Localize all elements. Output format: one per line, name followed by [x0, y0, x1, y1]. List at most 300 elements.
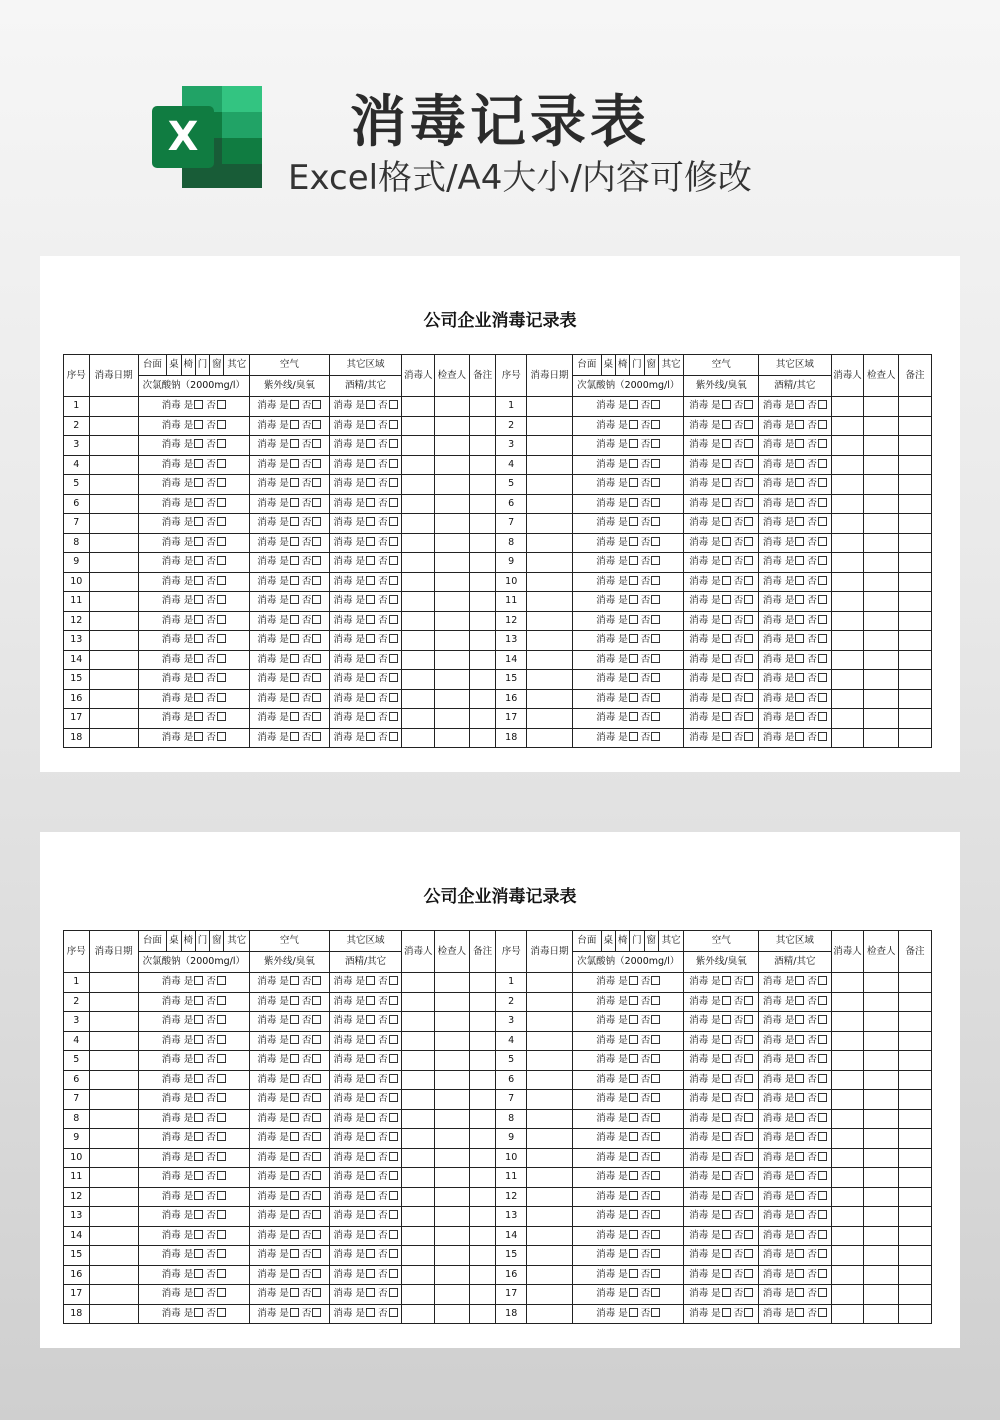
objects-check-cell[interactable] — [573, 1226, 684, 1246]
no-checkbox[interactable] — [651, 459, 660, 468]
other-area-check-cell[interactable] — [759, 1148, 832, 1168]
yes-checkbox[interactable] — [366, 673, 375, 682]
no-checkbox[interactable] — [651, 1269, 660, 1278]
yes-checkbox[interactable] — [722, 1288, 731, 1297]
objects-check-cell[interactable] — [138, 1265, 249, 1285]
date-cell[interactable] — [89, 416, 138, 436]
disinfector-cell[interactable] — [831, 670, 864, 690]
no-checkbox[interactable] — [389, 537, 398, 546]
objects-check-cell[interactable] — [138, 1207, 249, 1227]
yes-checkbox[interactable] — [194, 478, 203, 487]
yes-checkbox[interactable] — [290, 615, 299, 624]
yes-checkbox[interactable] — [629, 498, 638, 507]
inspector-cell[interactable] — [864, 592, 899, 612]
no-checkbox[interactable] — [389, 1269, 398, 1278]
air-check-cell[interactable] — [684, 689, 759, 709]
yes-checkbox[interactable] — [722, 654, 731, 663]
other-area-check-cell[interactable] — [329, 1168, 402, 1188]
date-cell[interactable] — [89, 631, 138, 651]
note-cell[interactable] — [899, 1187, 932, 1207]
no-checkbox[interactable] — [312, 576, 321, 585]
disinfector-cell[interactable] — [402, 1304, 435, 1324]
air-check-cell[interactable] — [250, 1304, 330, 1324]
inspector-cell[interactable] — [435, 1148, 470, 1168]
date-cell[interactable] — [527, 611, 573, 631]
yes-checkbox[interactable] — [722, 478, 731, 487]
other-area-check-cell[interactable] — [329, 709, 402, 729]
yes-checkbox[interactable] — [366, 615, 375, 624]
no-checkbox[interactable] — [389, 1074, 398, 1083]
other-area-check-cell[interactable] — [759, 1012, 832, 1032]
no-checkbox[interactable] — [389, 595, 398, 604]
no-checkbox[interactable] — [818, 1093, 827, 1102]
note-cell[interactable] — [469, 1031, 496, 1051]
yes-checkbox[interactable] — [194, 1288, 203, 1297]
disinfector-cell[interactable] — [402, 1129, 435, 1149]
air-check-cell[interactable] — [250, 592, 330, 612]
inspector-cell[interactable] — [435, 572, 470, 592]
date-cell[interactable] — [89, 514, 138, 534]
other-area-check-cell[interactable] — [759, 514, 832, 534]
inspector-cell[interactable] — [864, 1285, 899, 1305]
disinfector-cell[interactable] — [831, 992, 864, 1012]
other-area-check-cell[interactable] — [759, 1109, 832, 1129]
no-checkbox[interactable] — [312, 996, 321, 1005]
other-area-check-cell[interactable] — [759, 475, 832, 495]
note-cell[interactable] — [469, 1265, 496, 1285]
disinfector-cell[interactable] — [831, 1012, 864, 1032]
disinfector-cell[interactable] — [402, 1168, 435, 1188]
no-checkbox[interactable] — [818, 1035, 827, 1044]
no-checkbox[interactable] — [312, 1093, 321, 1102]
date-cell[interactable] — [89, 1246, 138, 1266]
yes-checkbox[interactable] — [722, 1191, 731, 1200]
no-checkbox[interactable] — [651, 634, 660, 643]
objects-check-cell[interactable] — [138, 1109, 249, 1129]
yes-checkbox[interactable] — [194, 732, 203, 741]
yes-checkbox[interactable] — [290, 1093, 299, 1102]
objects-check-cell[interactable] — [573, 611, 684, 631]
no-checkbox[interactable] — [312, 976, 321, 985]
disinfector-cell[interactable] — [402, 1012, 435, 1032]
no-checkbox[interactable] — [217, 1171, 226, 1180]
no-checkbox[interactable] — [744, 732, 753, 741]
other-area-check-cell[interactable] — [329, 397, 402, 417]
yes-checkbox[interactable] — [629, 478, 638, 487]
objects-check-cell[interactable] — [138, 670, 249, 690]
objects-check-cell[interactable] — [138, 1090, 249, 1110]
disinfector-cell[interactable] — [831, 1031, 864, 1051]
other-area-check-cell[interactable] — [759, 1051, 832, 1071]
no-checkbox[interactable] — [217, 615, 226, 624]
yes-checkbox[interactable] — [366, 537, 375, 546]
yes-checkbox[interactable] — [795, 1074, 804, 1083]
date-cell[interactable] — [89, 1070, 138, 1090]
yes-checkbox[interactable] — [629, 634, 638, 643]
disinfector-cell[interactable] — [402, 1090, 435, 1110]
inspector-cell[interactable] — [864, 1031, 899, 1051]
inspector-cell[interactable] — [864, 611, 899, 631]
no-checkbox[interactable] — [389, 732, 398, 741]
no-checkbox[interactable] — [217, 673, 226, 682]
no-checkbox[interactable] — [312, 634, 321, 643]
inspector-cell[interactable] — [435, 592, 470, 612]
inspector-cell[interactable] — [864, 1265, 899, 1285]
no-checkbox[interactable] — [744, 439, 753, 448]
no-checkbox[interactable] — [312, 1230, 321, 1239]
no-checkbox[interactable] — [312, 654, 321, 663]
yes-checkbox[interactable] — [290, 996, 299, 1005]
yes-checkbox[interactable] — [290, 517, 299, 526]
no-checkbox[interactable] — [389, 996, 398, 1005]
no-checkbox[interactable] — [217, 1210, 226, 1219]
other-area-check-cell[interactable] — [759, 533, 832, 553]
yes-checkbox[interactable] — [722, 1035, 731, 1044]
objects-check-cell[interactable] — [138, 1012, 249, 1032]
disinfector-cell[interactable] — [402, 1207, 435, 1227]
yes-checkbox[interactable] — [629, 556, 638, 565]
yes-checkbox[interactable] — [290, 1269, 299, 1278]
no-checkbox[interactable] — [217, 1054, 226, 1063]
no-checkbox[interactable] — [744, 712, 753, 721]
date-cell[interactable] — [527, 1129, 573, 1149]
objects-check-cell[interactable] — [138, 572, 249, 592]
no-checkbox[interactable] — [651, 576, 660, 585]
no-checkbox[interactable] — [744, 459, 753, 468]
note-cell[interactable] — [899, 572, 932, 592]
yes-checkbox[interactable] — [194, 673, 203, 682]
yes-checkbox[interactable] — [290, 1132, 299, 1141]
date-cell[interactable] — [527, 1207, 573, 1227]
date-cell[interactable] — [89, 611, 138, 631]
note-cell[interactable] — [899, 1304, 932, 1324]
yes-checkbox[interactable] — [795, 976, 804, 985]
objects-check-cell[interactable] — [138, 1246, 249, 1266]
objects-check-cell[interactable] — [573, 709, 684, 729]
air-check-cell[interactable] — [684, 1265, 759, 1285]
disinfector-cell[interactable] — [402, 455, 435, 475]
no-checkbox[interactable] — [744, 1152, 753, 1161]
disinfector-cell[interactable] — [831, 1226, 864, 1246]
inspector-cell[interactable] — [864, 1129, 899, 1149]
yes-checkbox[interactable] — [290, 732, 299, 741]
yes-checkbox[interactable] — [722, 1152, 731, 1161]
air-check-cell[interactable] — [250, 1207, 330, 1227]
date-cell[interactable] — [89, 650, 138, 670]
yes-checkbox[interactable] — [629, 1191, 638, 1200]
no-checkbox[interactable] — [312, 1035, 321, 1044]
yes-checkbox[interactable] — [366, 1054, 375, 1063]
disinfector-cell[interactable] — [402, 1226, 435, 1246]
disinfector-cell[interactable] — [402, 592, 435, 612]
yes-checkbox[interactable] — [795, 478, 804, 487]
no-checkbox[interactable] — [217, 634, 226, 643]
air-check-cell[interactable] — [684, 611, 759, 631]
no-checkbox[interactable] — [312, 517, 321, 526]
disinfector-cell[interactable] — [402, 514, 435, 534]
note-cell[interactable] — [899, 1265, 932, 1285]
yes-checkbox[interactable] — [290, 595, 299, 604]
yes-checkbox[interactable] — [290, 1288, 299, 1297]
other-area-check-cell[interactable] — [329, 553, 402, 573]
inspector-cell[interactable] — [864, 689, 899, 709]
yes-checkbox[interactable] — [194, 595, 203, 604]
no-checkbox[interactable] — [312, 1074, 321, 1083]
no-checkbox[interactable] — [818, 673, 827, 682]
objects-check-cell[interactable] — [138, 709, 249, 729]
no-checkbox[interactable] — [818, 1308, 827, 1317]
air-check-cell[interactable] — [250, 1148, 330, 1168]
no-checkbox[interactable] — [818, 1171, 827, 1180]
no-checkbox[interactable] — [818, 976, 827, 985]
inspector-cell[interactable] — [864, 514, 899, 534]
no-checkbox[interactable] — [312, 1171, 321, 1180]
disinfector-cell[interactable] — [402, 397, 435, 417]
yes-checkbox[interactable] — [795, 576, 804, 585]
disinfector-cell[interactable] — [831, 416, 864, 436]
disinfector-cell[interactable] — [831, 1168, 864, 1188]
no-checkbox[interactable] — [744, 1113, 753, 1122]
yes-checkbox[interactable] — [290, 1308, 299, 1317]
date-cell[interactable] — [527, 973, 573, 993]
yes-checkbox[interactable] — [290, 537, 299, 546]
air-check-cell[interactable] — [250, 1265, 330, 1285]
yes-checkbox[interactable] — [194, 1210, 203, 1219]
yes-checkbox[interactable] — [290, 1152, 299, 1161]
other-area-check-cell[interactable] — [759, 631, 832, 651]
date-cell[interactable] — [527, 992, 573, 1012]
air-check-cell[interactable] — [250, 611, 330, 631]
other-area-check-cell[interactable] — [759, 1031, 832, 1051]
yes-checkbox[interactable] — [795, 1269, 804, 1278]
yes-checkbox[interactable] — [366, 1269, 375, 1278]
disinfector-cell[interactable] — [402, 1148, 435, 1168]
no-checkbox[interactable] — [217, 1191, 226, 1200]
note-cell[interactable] — [899, 475, 932, 495]
other-area-check-cell[interactable] — [329, 475, 402, 495]
note-cell[interactable] — [469, 436, 496, 456]
yes-checkbox[interactable] — [629, 1015, 638, 1024]
yes-checkbox[interactable] — [366, 654, 375, 663]
no-checkbox[interactable] — [651, 537, 660, 546]
other-area-check-cell[interactable] — [759, 1070, 832, 1090]
yes-checkbox[interactable] — [722, 537, 731, 546]
yes-checkbox[interactable] — [290, 1113, 299, 1122]
no-checkbox[interactable] — [389, 712, 398, 721]
yes-checkbox[interactable] — [366, 976, 375, 985]
no-checkbox[interactable] — [651, 1015, 660, 1024]
no-checkbox[interactable] — [217, 732, 226, 741]
no-checkbox[interactable] — [389, 1093, 398, 1102]
no-checkbox[interactable] — [744, 1288, 753, 1297]
air-check-cell[interactable] — [684, 1129, 759, 1149]
disinfector-cell[interactable] — [402, 553, 435, 573]
objects-check-cell[interactable] — [138, 1187, 249, 1207]
no-checkbox[interactable] — [217, 1113, 226, 1122]
no-checkbox[interactable] — [651, 615, 660, 624]
no-checkbox[interactable] — [744, 420, 753, 429]
no-checkbox[interactable] — [818, 1210, 827, 1219]
note-cell[interactable] — [469, 1207, 496, 1227]
yes-checkbox[interactable] — [795, 654, 804, 663]
yes-checkbox[interactable] — [366, 556, 375, 565]
disinfector-cell[interactable] — [831, 1265, 864, 1285]
yes-checkbox[interactable] — [194, 439, 203, 448]
air-check-cell[interactable] — [250, 553, 330, 573]
yes-checkbox[interactable] — [366, 1132, 375, 1141]
no-checkbox[interactable] — [312, 400, 321, 409]
date-cell[interactable] — [527, 1265, 573, 1285]
yes-checkbox[interactable] — [795, 1093, 804, 1102]
inspector-cell[interactable] — [435, 1031, 470, 1051]
inspector-cell[interactable] — [864, 1012, 899, 1032]
inspector-cell[interactable] — [435, 1187, 470, 1207]
other-area-check-cell[interactable] — [329, 1265, 402, 1285]
date-cell[interactable] — [527, 670, 573, 690]
air-check-cell[interactable] — [684, 992, 759, 1012]
yes-checkbox[interactable] — [795, 1035, 804, 1044]
objects-check-cell[interactable] — [138, 416, 249, 436]
no-checkbox[interactable] — [217, 654, 226, 663]
yes-checkbox[interactable] — [795, 439, 804, 448]
yes-checkbox[interactable] — [366, 439, 375, 448]
objects-check-cell[interactable] — [138, 728, 249, 748]
yes-checkbox[interactable] — [290, 976, 299, 985]
objects-check-cell[interactable] — [138, 689, 249, 709]
yes-checkbox[interactable] — [722, 595, 731, 604]
yes-checkbox[interactable] — [629, 1093, 638, 1102]
yes-checkbox[interactable] — [194, 1249, 203, 1258]
no-checkbox[interactable] — [389, 400, 398, 409]
yes-checkbox[interactable] — [366, 1210, 375, 1219]
no-checkbox[interactable] — [651, 1249, 660, 1258]
no-checkbox[interactable] — [818, 400, 827, 409]
yes-checkbox[interactable] — [366, 634, 375, 643]
disinfector-cell[interactable] — [402, 670, 435, 690]
no-checkbox[interactable] — [651, 498, 660, 507]
inspector-cell[interactable] — [864, 1109, 899, 1129]
no-checkbox[interactable] — [651, 996, 660, 1005]
yes-checkbox[interactable] — [290, 1074, 299, 1083]
objects-check-cell[interactable] — [138, 650, 249, 670]
yes-checkbox[interactable] — [795, 1171, 804, 1180]
other-area-check-cell[interactable] — [759, 689, 832, 709]
no-checkbox[interactable] — [312, 595, 321, 604]
yes-checkbox[interactable] — [366, 996, 375, 1005]
no-checkbox[interactable] — [818, 517, 827, 526]
disinfector-cell[interactable] — [831, 553, 864, 573]
objects-check-cell[interactable] — [573, 1285, 684, 1305]
yes-checkbox[interactable] — [722, 459, 731, 468]
no-checkbox[interactable] — [744, 576, 753, 585]
no-checkbox[interactable] — [312, 1132, 321, 1141]
inspector-cell[interactable] — [435, 1051, 470, 1071]
disinfector-cell[interactable] — [831, 1246, 864, 1266]
yes-checkbox[interactable] — [629, 1113, 638, 1122]
yes-checkbox[interactable] — [629, 595, 638, 604]
inspector-cell[interactable] — [435, 1304, 470, 1324]
objects-check-cell[interactable] — [573, 1148, 684, 1168]
yes-checkbox[interactable] — [366, 1015, 375, 1024]
no-checkbox[interactable] — [312, 1015, 321, 1024]
no-checkbox[interactable] — [744, 634, 753, 643]
air-check-cell[interactable] — [684, 416, 759, 436]
no-checkbox[interactable] — [217, 1308, 226, 1317]
yes-checkbox[interactable] — [722, 1230, 731, 1239]
yes-checkbox[interactable] — [795, 595, 804, 604]
yes-checkbox[interactable] — [366, 1035, 375, 1044]
disinfector-cell[interactable] — [831, 1051, 864, 1071]
date-cell[interactable] — [89, 709, 138, 729]
air-check-cell[interactable] — [250, 1090, 330, 1110]
other-area-check-cell[interactable] — [759, 592, 832, 612]
note-cell[interactable] — [899, 992, 932, 1012]
yes-checkbox[interactable] — [290, 1210, 299, 1219]
no-checkbox[interactable] — [389, 1054, 398, 1063]
yes-checkbox[interactable] — [795, 420, 804, 429]
date-cell[interactable] — [527, 533, 573, 553]
yes-checkbox[interactable] — [366, 459, 375, 468]
disinfector-cell[interactable] — [402, 689, 435, 709]
other-area-check-cell[interactable] — [329, 572, 402, 592]
inspector-cell[interactable] — [435, 973, 470, 993]
inspector-cell[interactable] — [864, 1090, 899, 1110]
other-area-check-cell[interactable] — [329, 992, 402, 1012]
other-area-check-cell[interactable] — [329, 494, 402, 514]
no-checkbox[interactable] — [217, 1288, 226, 1297]
other-area-check-cell[interactable] — [329, 436, 402, 456]
disinfector-cell[interactable] — [831, 631, 864, 651]
yes-checkbox[interactable] — [290, 1015, 299, 1024]
air-check-cell[interactable] — [684, 1148, 759, 1168]
no-checkbox[interactable] — [651, 1288, 660, 1297]
no-checkbox[interactable] — [744, 1093, 753, 1102]
yes-checkbox[interactable] — [194, 1152, 203, 1161]
date-cell[interactable] — [527, 494, 573, 514]
inspector-cell[interactable] — [864, 494, 899, 514]
inspector-cell[interactable] — [435, 650, 470, 670]
yes-checkbox[interactable] — [722, 400, 731, 409]
no-checkbox[interactable] — [744, 1210, 753, 1219]
objects-check-cell[interactable] — [573, 416, 684, 436]
yes-checkbox[interactable] — [629, 1308, 638, 1317]
note-cell[interactable] — [469, 728, 496, 748]
yes-checkbox[interactable] — [722, 1308, 731, 1317]
yes-checkbox[interactable] — [290, 478, 299, 487]
yes-checkbox[interactable] — [795, 517, 804, 526]
note-cell[interactable] — [899, 592, 932, 612]
air-check-cell[interactable] — [250, 1012, 330, 1032]
no-checkbox[interactable] — [217, 537, 226, 546]
note-cell[interactable] — [469, 475, 496, 495]
no-checkbox[interactable] — [651, 1113, 660, 1122]
disinfector-cell[interactable] — [402, 1187, 435, 1207]
note-cell[interactable] — [469, 1246, 496, 1266]
note-cell[interactable] — [469, 1012, 496, 1032]
air-check-cell[interactable] — [250, 1129, 330, 1149]
no-checkbox[interactable] — [217, 1269, 226, 1278]
no-checkbox[interactable] — [312, 712, 321, 721]
note-cell[interactable] — [469, 1109, 496, 1129]
objects-check-cell[interactable] — [138, 1226, 249, 1246]
disinfector-cell[interactable] — [831, 1090, 864, 1110]
other-area-check-cell[interactable] — [329, 455, 402, 475]
air-check-cell[interactable] — [684, 1090, 759, 1110]
objects-check-cell[interactable] — [573, 572, 684, 592]
objects-check-cell[interactable] — [573, 1051, 684, 1071]
air-check-cell[interactable] — [684, 455, 759, 475]
no-checkbox[interactable] — [651, 976, 660, 985]
